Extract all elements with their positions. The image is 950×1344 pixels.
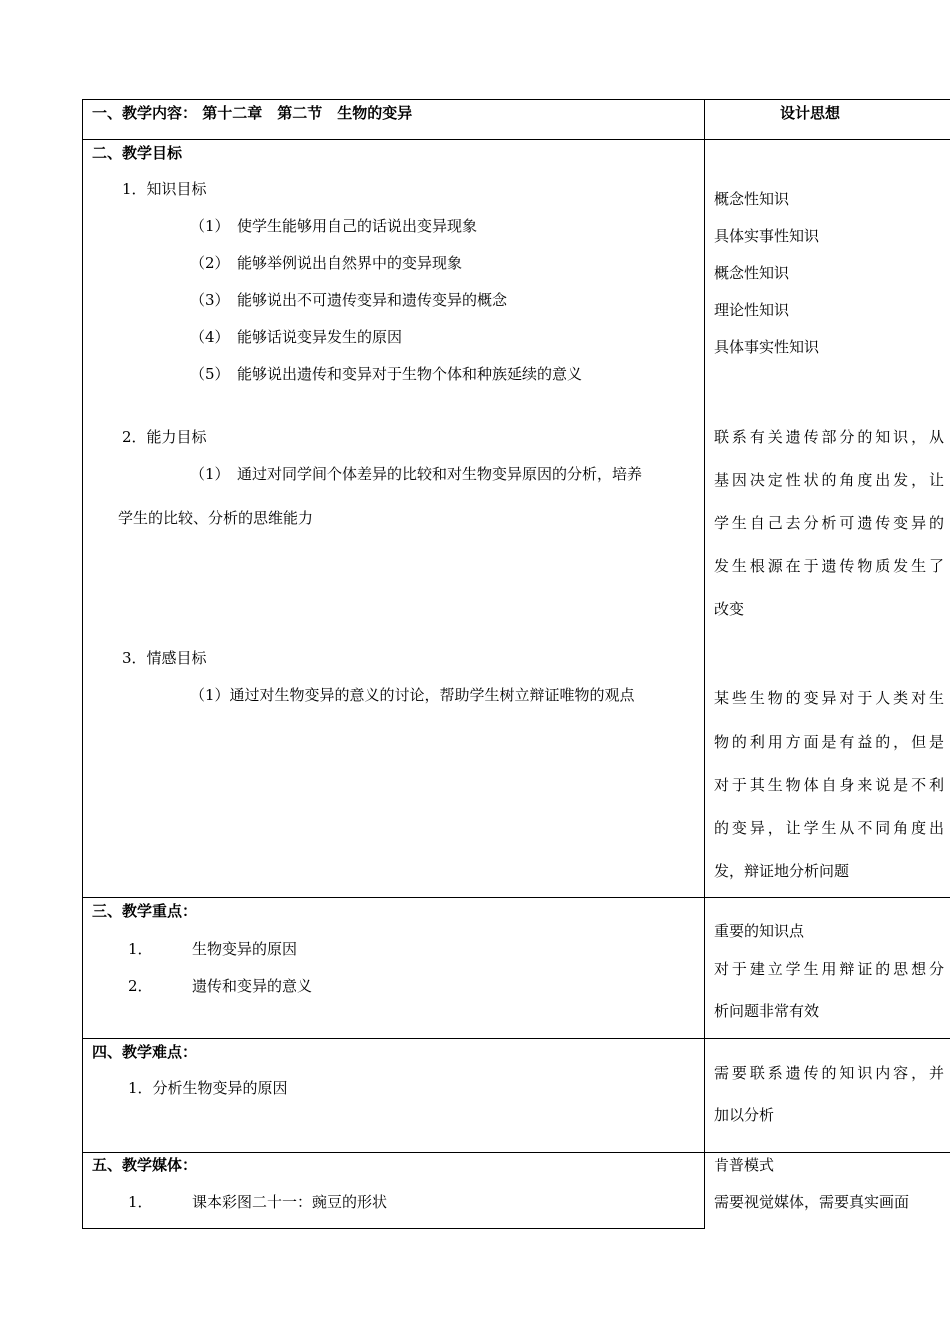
difficulty-item: 1．分析生物变异的原因 [128, 1079, 288, 1097]
media-heading: 五、教学媒体： [92, 1156, 198, 1174]
design-note: 概念性知识 [714, 264, 790, 282]
design-note: 概念性知识 [714, 190, 790, 208]
design-note: 加以分析 [714, 1106, 775, 1124]
design-note: 对于其生物体自身来说是不利 [714, 776, 944, 794]
row-divider [82, 1038, 950, 1039]
ability-objective-title: 2．能力目标 [122, 428, 207, 446]
table-border-top [82, 99, 950, 100]
objectives-heading: 二、教学目标 [92, 144, 183, 162]
table-border-bottom [82, 1228, 705, 1229]
row-divider [82, 897, 950, 898]
knowledge-item: （1） 使学生能够用自己的话说出变异现象 [190, 217, 478, 235]
design-note: 发生根源在于遗传物质发生了 [714, 557, 944, 575]
key-points-heading: 三、教学重点： [92, 902, 198, 920]
row-divider [82, 139, 950, 140]
design-note: 基因决定性状的角度出发，让 [714, 471, 944, 489]
row-divider [82, 1152, 950, 1153]
knowledge-objective-title: 1．知识目标 [122, 180, 207, 198]
design-note: 改变 [714, 600, 745, 618]
ability-item-line: 学生的比较、分析的思维能力 [118, 509, 314, 527]
knowledge-item: （2） 能够举例说出自然界中的变异现象 [190, 254, 463, 272]
design-note: 发，辩证地分析问题 [714, 862, 850, 880]
key-point-text: 遗传和变异的意义 [192, 977, 313, 995]
design-note: 具体事实性知识 [714, 338, 820, 356]
design-note: 需要视觉媒体，需要真实画面 [714, 1193, 910, 1211]
design-note: 的变异，让学生从不同角度出 [714, 819, 944, 837]
knowledge-item: （5） 能够说出遗传和变异对于生物个体和种族延续的意义 [190, 365, 583, 383]
design-note: 需要联系遗传的知识内容，并 [714, 1064, 944, 1082]
design-note: 联系有关遗传部分的知识，从 [714, 428, 944, 446]
design-note: 理论性知识 [714, 301, 790, 319]
emotion-objective-title: 3．情感目标 [122, 649, 207, 667]
table-border-left [82, 99, 83, 1229]
media-item-number: 1． [128, 1193, 153, 1211]
design-ideas-heading: 设计思想 [780, 104, 841, 122]
ability-item-line: （1） 通过对同学间个体差异的比较和对生物变异原因的分析，培养 [190, 465, 643, 483]
design-note: 学生自己去分析可遗传变异的 [714, 514, 944, 532]
design-note: 具体实事性知识 [714, 227, 820, 245]
design-note: 对于建立学生用辩证的思想分 [714, 960, 944, 978]
key-point-number: 2． [128, 977, 153, 995]
knowledge-item: （3） 能够说出不可遗传变异和遗传变异的概念 [190, 291, 508, 309]
table-column-divider [704, 99, 705, 1229]
media-item-text: 课本彩图二十一：豌豆的形状 [192, 1193, 388, 1211]
key-point-text: 生物变异的原因 [192, 940, 298, 958]
key-point-number: 1． [128, 940, 153, 958]
emotion-item: （1）通过对生物变异的意义的讨论，帮助学生树立辩证唯物的观点 [190, 686, 635, 704]
difficulties-heading: 四、教学难点： [92, 1043, 198, 1061]
design-note: 某些生物的变异对于人类对生 [714, 689, 944, 707]
teaching-content-heading: 一、教学内容： 第十二章 第二节 生物的变异 [92, 104, 413, 122]
design-note: 肯普模式 [714, 1156, 775, 1174]
knowledge-item: （4） 能够话说变异发生的原因 [190, 328, 403, 346]
design-note: 重要的知识点 [714, 922, 805, 940]
design-note: 物的利用方面是有益的，但是 [714, 733, 944, 751]
design-note: 析问题非常有效 [714, 1002, 820, 1020]
